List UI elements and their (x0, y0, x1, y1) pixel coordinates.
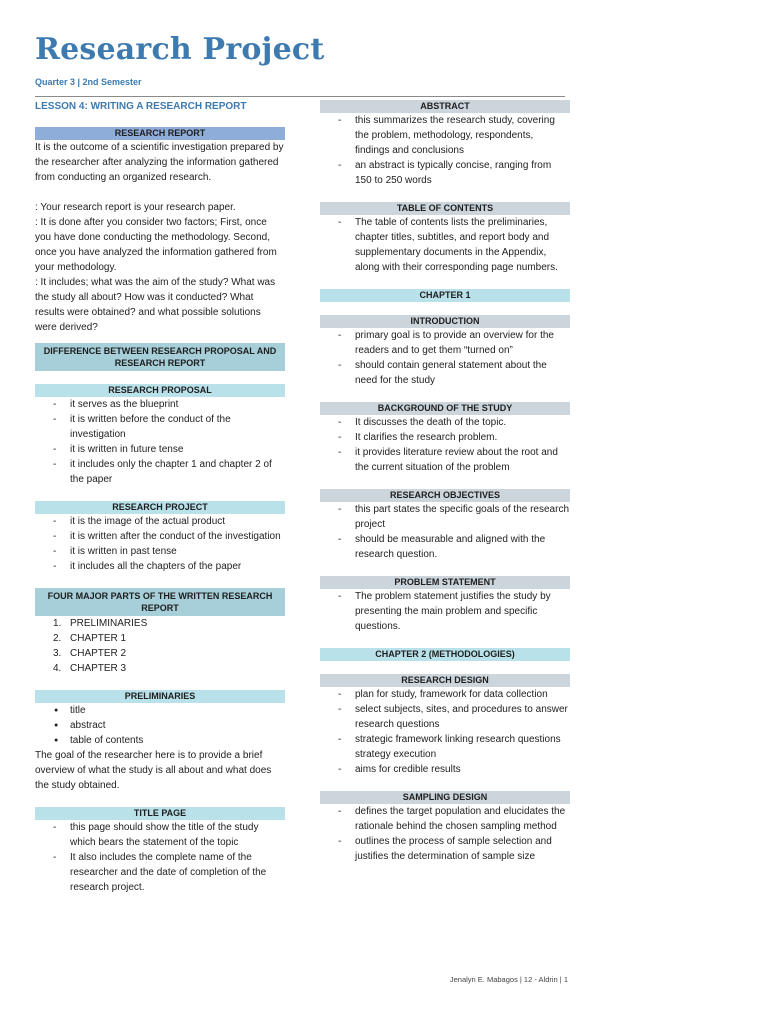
list-item (35, 616, 285, 631)
preliminaries-list (35, 703, 285, 748)
list-item: - it is written before the conduct of the investigation (35, 412, 285, 442)
list-item: - it is written in future tense (35, 442, 285, 457)
list-item: - it is written in past tense (35, 544, 285, 559)
title-page-heading: TITLE PAGE (35, 807, 285, 820)
list-item: - this part states the specific goals of the research project (320, 502, 570, 532)
list-item (35, 631, 285, 646)
document-title: Research Project (35, 32, 325, 67)
list-item-text: PRELIMINARIES (70, 618, 148, 629)
research-report-intro: It is the outcome of a scientific investigation prepared by the researcher after analyzing the information gathered from conducting an organized research. (35, 142, 284, 183)
chapter1-heading: CHAPTER 1 (320, 289, 570, 302)
list-item: - defines the target population and elucidates the rationale behind the chosen sampling method (320, 804, 570, 834)
left-column (35, 127, 285, 895)
list-item: - outlines the process of sample selection and justifies the determination of sample size (320, 834, 570, 864)
research-project-heading: RESEARCH PROJECT (35, 501, 285, 514)
list-item: - it is the image of the actual product (35, 514, 285, 529)
list-item: - this page should show the title of the study which bears the statement of the topic (35, 820, 285, 850)
list-item: - an abstract is typically concise, ranging from 150 to 250 words (320, 158, 570, 188)
toc-heading: TABLE OF CONTENTS (320, 202, 570, 215)
list-item: - It also includes the complete name of the researcher and the date of completion of the research project. (35, 850, 285, 895)
list-item: - should be measurable and aligned with the research question. (320, 532, 570, 562)
list-number: 1. (53, 618, 62, 629)
list-number: 3. (53, 648, 62, 659)
list-item: - aims for credible results (320, 762, 570, 777)
objectives-heading: RESEARCH OBJECTIVES (320, 489, 570, 502)
toc-list (320, 215, 570, 275)
list-item: - It discusses the death of the topic. (320, 415, 570, 430)
list-item-text: CHAPTER 3 (70, 663, 127, 674)
chapter2-heading: CHAPTER 2 (METHODOLOGIES) (320, 648, 570, 661)
list-item: - should contain general statement about the need for the study (320, 358, 570, 388)
research-report-point: : It is done after you consider two factors; First, once you have done conducting the methodology. Second, once you have analyzed the information gathered from your methodology. (35, 217, 277, 273)
lesson-title: LESSON 4: WRITING A RESEARCH REPORT (35, 101, 247, 112)
research-proposal-list (35, 397, 285, 487)
research-design-heading: RESEARCH DESIGN (320, 674, 570, 687)
list-item: - it provides literature review about the root and the current situation of the problem (320, 445, 570, 475)
document-subtitle: Quarter 3 | 2nd Semester (35, 77, 142, 87)
list-item: ● abstract (35, 718, 285, 733)
list-item (35, 661, 285, 676)
four-parts-list (35, 616, 285, 676)
list-item: ● table of contents (35, 733, 285, 748)
list-item: - this summarizes the research study, covering the problem, methodology, respondents, findings and conclusions (320, 113, 570, 158)
research-report-point: : It includes; what was the aim of the study? What was the study all about? How was it conducted? What results were obtained? and what possible solutions were derived? (35, 277, 276, 333)
four-parts-heading: FOUR MAJOR PARTS OF THE WRITTEN RESEARCH REPORT (35, 588, 285, 616)
list-item: - The problem statement justifies the study by presenting the main problem and specific questions. (320, 589, 570, 634)
problem-heading: PROBLEM STATEMENT (320, 576, 570, 589)
difference-heading: DIFFERENCE BETWEEN RESEARCH PROPOSAL AND RESEARCH REPORT (35, 343, 285, 371)
research-design-list (320, 687, 570, 777)
list-item-text: CHAPTER 1 (70, 633, 127, 644)
research-report-point: : Your research report is your research paper. (35, 202, 236, 213)
introduction-heading: INTRODUCTION (320, 315, 570, 328)
list-item: - strategic framework linking research questions strategy execution (320, 732, 570, 762)
background-list (320, 415, 570, 475)
sampling-design-list (320, 804, 570, 864)
background-heading: BACKGROUND OF THE STUDY (320, 402, 570, 415)
list-item: - it includes only the chapter 1 and chapter 2 of the paper (35, 457, 285, 487)
list-item-text: CHAPTER 2 (70, 648, 127, 659)
research-proposal-heading: RESEARCH PROPOSAL (35, 384, 285, 397)
list-number: 4. (53, 663, 62, 674)
list-item: - it is written after the conduct of the investigation (35, 529, 285, 544)
list-item: - plan for study, framework for data collection (320, 687, 570, 702)
research-report-heading: RESEARCH REPORT (35, 127, 285, 140)
preliminaries-heading: PRELIMINARIES (35, 690, 285, 703)
list-item: - The table of contents lists the preliminaries, chapter titles, subtitles, and report body and supplementary documents in the Appendix, along with their corresponding page numbers. (320, 215, 570, 275)
page-footer: Jenalyn E. Mabagos | 12 - Aldrin | 1 (449, 975, 568, 984)
preliminaries-note: The goal of the researcher here is to provide a brief overview of what the study is all about and what does the study obtained. (35, 750, 272, 791)
research-project-list (35, 514, 285, 574)
list-item: - it includes all the chapters of the paper (35, 559, 285, 574)
abstract-list (320, 113, 570, 188)
list-item: ● title (35, 703, 285, 718)
list-item: - primary goal is to provide an overview for the readers and to get them “turned on” (320, 328, 570, 358)
abstract-heading: ABSTRACT (320, 100, 570, 113)
list-item: - select subjects, sites, and procedures to answer research questions (320, 702, 570, 732)
sampling-design-heading: SAMPLING DESIGN (320, 791, 570, 804)
title-page-list (35, 820, 285, 895)
right-column (320, 100, 570, 864)
introduction-list (320, 328, 570, 388)
list-item: - It clarifies the research problem. (320, 430, 570, 445)
problem-list (320, 589, 570, 634)
list-item: - it serves as the blueprint (35, 397, 285, 412)
list-item (35, 646, 285, 661)
objectives-list (320, 502, 570, 562)
list-number: 2. (53, 633, 62, 644)
header-divider (35, 96, 565, 97)
